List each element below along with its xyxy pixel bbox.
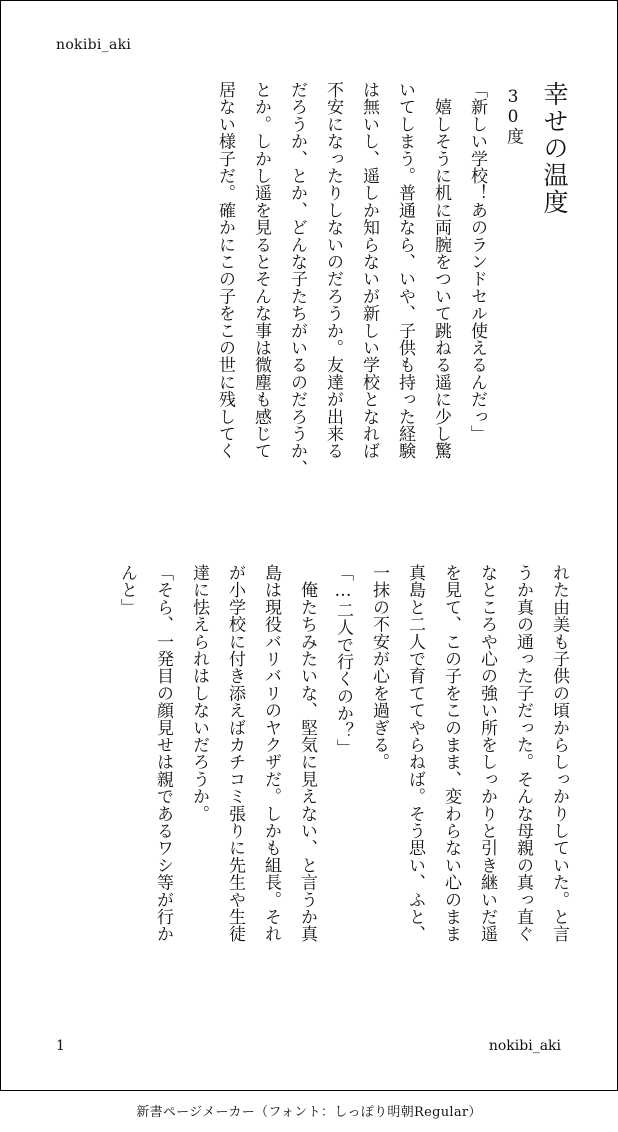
upper-text-block xyxy=(207,81,577,531)
text-column: 嬉しそうに机に両腕をついて跳ねる遥に少し驚 xyxy=(431,81,451,460)
text-column: を見て、この子をこのまま、変わらない心のまま xyxy=(441,564,461,943)
text-column: 真島と二人で育ててやらねば。そう思い、ふと、 xyxy=(405,564,425,943)
lower-text-block xyxy=(109,564,577,1014)
text-column: なところや心の強い所をしっかりと引き継いだ遥 xyxy=(477,564,497,943)
text-column: だろうか、とか、どんな子たちがいるのだろうか、 xyxy=(287,81,307,477)
text-column: 一抹の不安が心を過ぎる。 xyxy=(369,564,389,771)
footer-author: nokibi_aki xyxy=(488,1038,561,1054)
text-column: は無いし、遥しか知らないが新しい学校となれば xyxy=(359,81,379,460)
text-column: 俺たちみたいな、堅気に見えない、と言うか真 xyxy=(297,564,317,943)
text-column: 「そら、一発目の顔見せは親であるワシ等が行か xyxy=(153,564,173,943)
text-column: 居ない様子だ。確かにこの子をこの世に残してく xyxy=(215,81,235,460)
text-column: 島は現役バリバリのヤクザだ。しかも組長。それ xyxy=(261,564,281,943)
text-column: いてしまう。普通なら、いや、子供も持った経験 xyxy=(395,81,415,460)
text-column: 「新しい学校！あのランドセル使えるんだっ」 xyxy=(467,81,487,443)
text-column: んと」 xyxy=(117,564,137,616)
text-column: うか真の通った子だった。そんな母親の真っ直ぐ xyxy=(513,564,533,943)
text-column: 不安になったりしないのだろうか。友達が出来る xyxy=(323,81,343,460)
header-author: nokibi_aki xyxy=(56,37,132,53)
story-subtitle-temperature: 30度 xyxy=(503,87,523,145)
page-number: 1 xyxy=(56,1038,65,1054)
generator-caption: 新書ページメーカー（フォント：しっぽり明朝Regular） xyxy=(136,1105,482,1120)
text-column: れた由美も子供の頃からしっかりしていた。と言 xyxy=(549,564,569,943)
text-column: が小学校に付き添えばカチコミ張りに先生や生徒 xyxy=(225,564,245,943)
text-column: とか。しかし遥を見るとそんな事は微塵も感じて xyxy=(251,81,271,460)
story-title: 幸せの温度 xyxy=(540,81,569,216)
text-column: 達に怯えられはしないだろうか。 xyxy=(189,564,209,822)
text-column: 「…二人で行くのか？」 xyxy=(333,564,353,757)
